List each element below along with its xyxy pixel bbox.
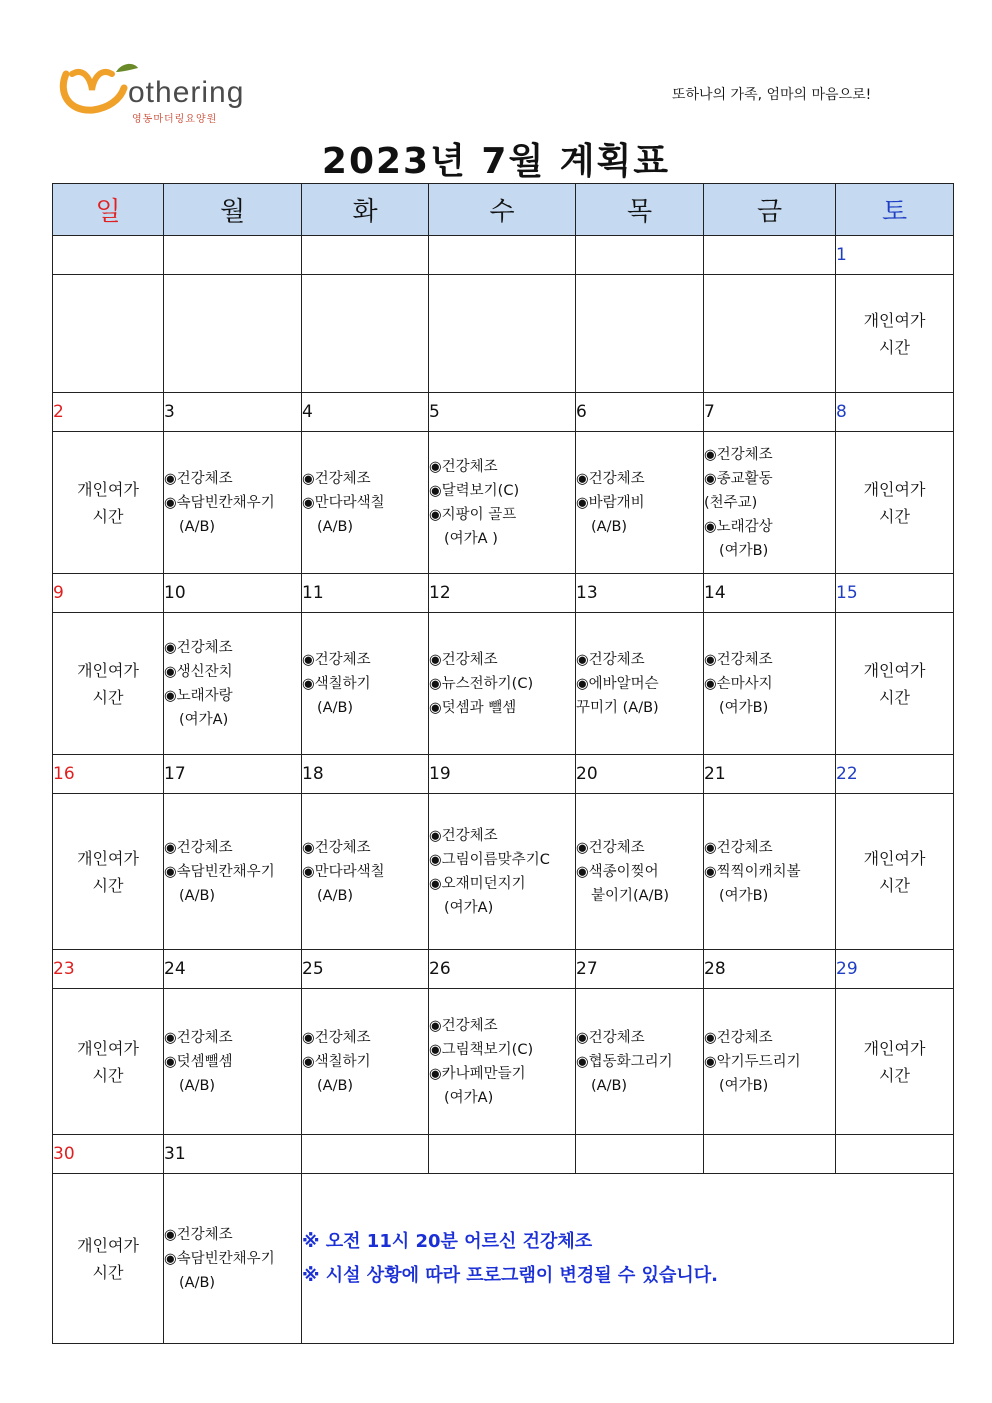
free-time-cell — [53, 1174, 164, 1344]
activity-item: ◉속담빈칸채우기 — [164, 863, 275, 880]
free-time-label: 개인여가 — [863, 660, 926, 680]
activity-item: 붙이기(A/B) — [591, 887, 670, 904]
free-time-cell — [53, 989, 164, 1135]
free-time-cell — [836, 275, 954, 393]
activity-cell — [429, 794, 576, 950]
activity-item: ◉종교활동 — [704, 470, 773, 487]
weekday-fri: 금 — [704, 184, 836, 236]
activity-item: ◉속담빈칸채우기 — [164, 1250, 275, 1267]
date-number-mon: 31 — [164, 1135, 302, 1174]
activity-item: (여가B) — [719, 1077, 769, 1094]
free-time-label: 개인여가 — [77, 479, 139, 499]
activity-item: ◉덧셈과 뺄셈 — [429, 699, 517, 716]
activity-row — [53, 275, 954, 393]
activity-item: ◉건강체조 — [576, 1029, 645, 1046]
weekday-header-row — [53, 184, 954, 236]
date-number-sun: 2 — [53, 393, 164, 432]
date-number-mon — [164, 236, 302, 275]
activity-item: (여가A) — [444, 1089, 494, 1106]
activity-cell — [302, 794, 429, 950]
activity-cell — [576, 432, 704, 574]
date-number-thu: 27 — [576, 950, 704, 989]
activity-cell — [164, 794, 302, 950]
free-time-label: 개인여가 — [77, 1235, 139, 1255]
date-number-tue: 11 — [302, 574, 429, 613]
date-number-sat: 15 — [836, 574, 954, 613]
activity-item: ◉건강체조 — [302, 651, 371, 668]
free-time-label: 시간 — [879, 875, 910, 895]
activity-cell — [429, 613, 576, 755]
date-number-mon: 10 — [164, 574, 302, 613]
free-time-label: 시간 — [92, 506, 124, 526]
activity-item: ◉건강체조 — [576, 839, 645, 856]
activity-cell — [164, 1174, 302, 1344]
activity-item: (A/B) — [317, 887, 354, 904]
weekday-wed: 수 — [429, 184, 576, 236]
activity-item: ◉생신잔치 — [164, 663, 233, 680]
activity-item: ◉건강체조 — [302, 839, 371, 856]
activity-cell — [164, 989, 302, 1135]
free-time-cell — [53, 794, 164, 950]
free-time-cell — [836, 794, 954, 950]
activity-item: ◉건강체조 — [704, 1029, 773, 1046]
free-time-label: 개인여가 — [77, 660, 139, 680]
activity-item: (A/B) — [179, 518, 216, 535]
activity-item: (여가B) — [719, 542, 769, 559]
activity-cell — [164, 613, 302, 755]
activity-item: ◉에바알머슨 — [576, 675, 659, 692]
activity-item: ◉색칠하기 — [302, 675, 371, 692]
activity-item: ◉건강체조 — [302, 1029, 371, 1046]
activity-item: ◉카나페만들기 — [429, 1065, 526, 1082]
activity-item: ◉건강체조 — [576, 470, 645, 487]
activity-item: ◉오재미던지기 — [429, 875, 526, 892]
date-number-wed: 5 — [429, 393, 576, 432]
activity-item: (천주교) — [704, 494, 758, 511]
date-number-wed — [429, 1135, 576, 1174]
activity-item: ◉건강체조 — [302, 470, 371, 487]
activity-item: ◉노래감상 — [704, 518, 773, 535]
date-number-fri: 21 — [704, 755, 836, 794]
date-number-sat: 22 — [836, 755, 954, 794]
activity-cell — [704, 613, 836, 755]
activity-item: ◉건강체조 — [429, 1017, 498, 1034]
free-time-label: 시간 — [92, 1065, 124, 1085]
date-number-mon: 3 — [164, 393, 302, 432]
activity-item: ◉색칠하기 — [302, 1053, 371, 1070]
date-number-wed: 12 — [429, 574, 576, 613]
activity-cell — [164, 432, 302, 574]
free-time-label: 시간 — [92, 875, 124, 895]
activity-item: ◉덧셈뺄셈 — [164, 1053, 233, 1070]
activity-item: ◉건강체조 — [164, 1029, 233, 1046]
free-time-label: 개인여가 — [863, 310, 926, 330]
free-time-cell — [53, 432, 164, 574]
activity-cell — [53, 275, 164, 393]
activity-item: (A/B) — [179, 887, 216, 904]
activity-item: (A/B) — [317, 1077, 354, 1094]
free-time-label: 개인여가 — [863, 848, 926, 868]
activity-item: ◉건강체조 — [164, 1226, 233, 1243]
activity-item: ◉속담빈칸채우기 — [164, 494, 275, 511]
activity-item: ◉손마사지 — [704, 675, 773, 692]
date-number-sun: 30 — [53, 1135, 164, 1174]
activity-item: (여가A) — [444, 899, 494, 916]
activity-item: ◉만다라색칠 — [302, 863, 385, 880]
date-number-row — [53, 393, 954, 432]
notice-text: ※ 오전 11시 20분 어르신 건강체조 — [302, 1230, 593, 1252]
date-number-sat — [836, 1135, 954, 1174]
date-number-row — [53, 236, 954, 275]
activity-item: ◉건강체조 — [704, 651, 773, 668]
activity-item: ◉건강체조 — [429, 651, 498, 668]
date-number-tue: 18 — [302, 755, 429, 794]
activity-cell — [164, 275, 302, 393]
activity-item: (A/B) — [179, 1274, 216, 1291]
activity-item: ◉건강체조 — [704, 839, 773, 856]
date-number-thu — [576, 236, 704, 275]
activity-cell — [576, 794, 704, 950]
logo-wordmark: othering — [128, 76, 245, 109]
free-time-label: 개인여가 — [77, 1038, 139, 1058]
date-number-sat: 29 — [836, 950, 954, 989]
date-number-fri — [704, 1135, 836, 1174]
activity-item: ◉건강체조 — [164, 839, 233, 856]
free-time-label: 시간 — [879, 337, 910, 357]
slogan: 또하나의 가족, 엄마의 마음으로! — [672, 87, 872, 103]
activity-row — [53, 432, 954, 574]
logo-subtitle: 영동마더링요양원 — [132, 114, 218, 125]
date-number-thu: 13 — [576, 574, 704, 613]
activity-item: ◉건강체조 — [164, 470, 233, 487]
activity-item: (A/B) — [179, 1077, 216, 1094]
weekday-thu: 목 — [576, 184, 704, 236]
free-time-label: 시간 — [879, 687, 910, 707]
free-time-cell — [836, 613, 954, 755]
date-number-tue: 25 — [302, 950, 429, 989]
activity-item: ◉악기두드리기 — [704, 1053, 801, 1070]
activity-cell — [429, 275, 576, 393]
activity-cell — [704, 989, 836, 1135]
activity-item: ◉색종이찢어 — [576, 863, 659, 880]
activity-item: ◉만다라색칠 — [302, 494, 385, 511]
weekday-tue: 화 — [302, 184, 429, 236]
date-number-row — [53, 1135, 954, 1174]
free-time-cell — [836, 989, 954, 1135]
free-time-label: 개인여가 — [863, 1038, 926, 1058]
activity-cell — [302, 613, 429, 755]
weekday-sun: 일 — [53, 184, 164, 236]
logo — [58, 62, 273, 126]
activity-item: ◉건강체조 — [576, 651, 645, 668]
activity-item: (여가B) — [719, 699, 769, 716]
activity-item: (A/B) — [317, 518, 354, 535]
date-number-thu: 6 — [576, 393, 704, 432]
activity-item: ◉협동화그리기 — [576, 1053, 673, 1070]
activity-item: 꾸미기 (A/B) — [576, 699, 659, 716]
date-number-fri: 28 — [704, 950, 836, 989]
date-number-sun — [53, 236, 164, 275]
activity-item: ◉달력보기(C) — [429, 482, 520, 499]
date-number-wed — [429, 236, 576, 275]
notice-text: ※ 시설 상황에 따라 프로그램이 변경될 수 있습니다. — [302, 1264, 718, 1286]
date-number-sat: 1 — [836, 236, 954, 275]
weekday-sat: 토 — [836, 184, 954, 236]
date-number-thu: 20 — [576, 755, 704, 794]
activity-item: ◉건강체조 — [429, 458, 498, 475]
activity-cell — [429, 989, 576, 1135]
activity-item: ◉바람개비 — [576, 494, 645, 511]
activity-cell — [302, 989, 429, 1135]
activity-item: (A/B) — [591, 1077, 628, 1094]
activity-cell — [704, 432, 836, 574]
date-number-mon: 24 — [164, 950, 302, 989]
activity-item: ◉건강체조 — [704, 446, 773, 463]
activity-row — [53, 794, 954, 950]
free-time-label: 시간 — [879, 1065, 910, 1085]
date-number-row — [53, 755, 954, 794]
date-number-mon: 17 — [164, 755, 302, 794]
activity-cell — [302, 432, 429, 574]
activity-item: ◉뉴스전하기(C) — [429, 675, 534, 692]
activity-row — [53, 613, 954, 755]
activity-item: ◉그림책보기(C) — [429, 1041, 534, 1058]
date-number-wed: 26 — [429, 950, 576, 989]
activity-row — [53, 1174, 954, 1344]
date-number-sun: 16 — [53, 755, 164, 794]
calendar-table — [52, 183, 954, 1344]
weekday-mon: 월 — [164, 184, 302, 236]
activity-cell — [576, 275, 704, 393]
date-number-thu — [576, 1135, 704, 1174]
date-number-tue — [302, 236, 429, 275]
activity-item: (A/B) — [317, 699, 354, 716]
free-time-label: 시간 — [92, 1262, 124, 1282]
date-number-sat: 8 — [836, 393, 954, 432]
activity-item: (여가B) — [719, 887, 769, 904]
date-number-sun: 23 — [53, 950, 164, 989]
activity-item: (여가A ) — [444, 530, 498, 547]
activity-item: ◉건강체조 — [164, 639, 233, 656]
date-number-row — [53, 950, 954, 989]
date-number-fri — [704, 236, 836, 275]
activity-cell — [302, 275, 429, 393]
activity-item: (A/B) — [591, 518, 628, 535]
free-time-cell — [53, 613, 164, 755]
activity-item: ◉지팡이 골프 — [429, 506, 517, 523]
activity-cell — [704, 794, 836, 950]
date-number-row — [53, 574, 954, 613]
date-number-sun: 9 — [53, 574, 164, 613]
activity-item: ◉건강체조 — [429, 827, 498, 844]
activity-row — [53, 989, 954, 1135]
calendar-body — [53, 236, 954, 1344]
date-number-wed: 19 — [429, 755, 576, 794]
notice-cell — [302, 1174, 954, 1344]
activity-item: (여가A) — [179, 711, 229, 728]
activity-cell — [704, 275, 836, 393]
date-number-tue: 4 — [302, 393, 429, 432]
date-number-fri: 14 — [704, 574, 836, 613]
free-time-cell — [836, 432, 954, 574]
free-time-label: 시간 — [92, 687, 124, 707]
activity-cell — [576, 989, 704, 1135]
free-time-label: 개인여가 — [863, 479, 926, 499]
date-number-tue — [302, 1135, 429, 1174]
activity-cell — [576, 613, 704, 755]
date-number-fri: 7 — [704, 393, 836, 432]
free-time-label: 시간 — [879, 506, 910, 526]
page-title: 2023년 7월 계획표 — [321, 141, 671, 182]
activity-item: ◉찍찍이캐치볼 — [704, 863, 801, 880]
activity-item: ◉노래자랑 — [164, 687, 233, 704]
activity-cell — [429, 432, 576, 574]
free-time-label: 개인여가 — [77, 848, 139, 868]
activity-item: ◉그림이름맞추기C — [429, 851, 550, 868]
